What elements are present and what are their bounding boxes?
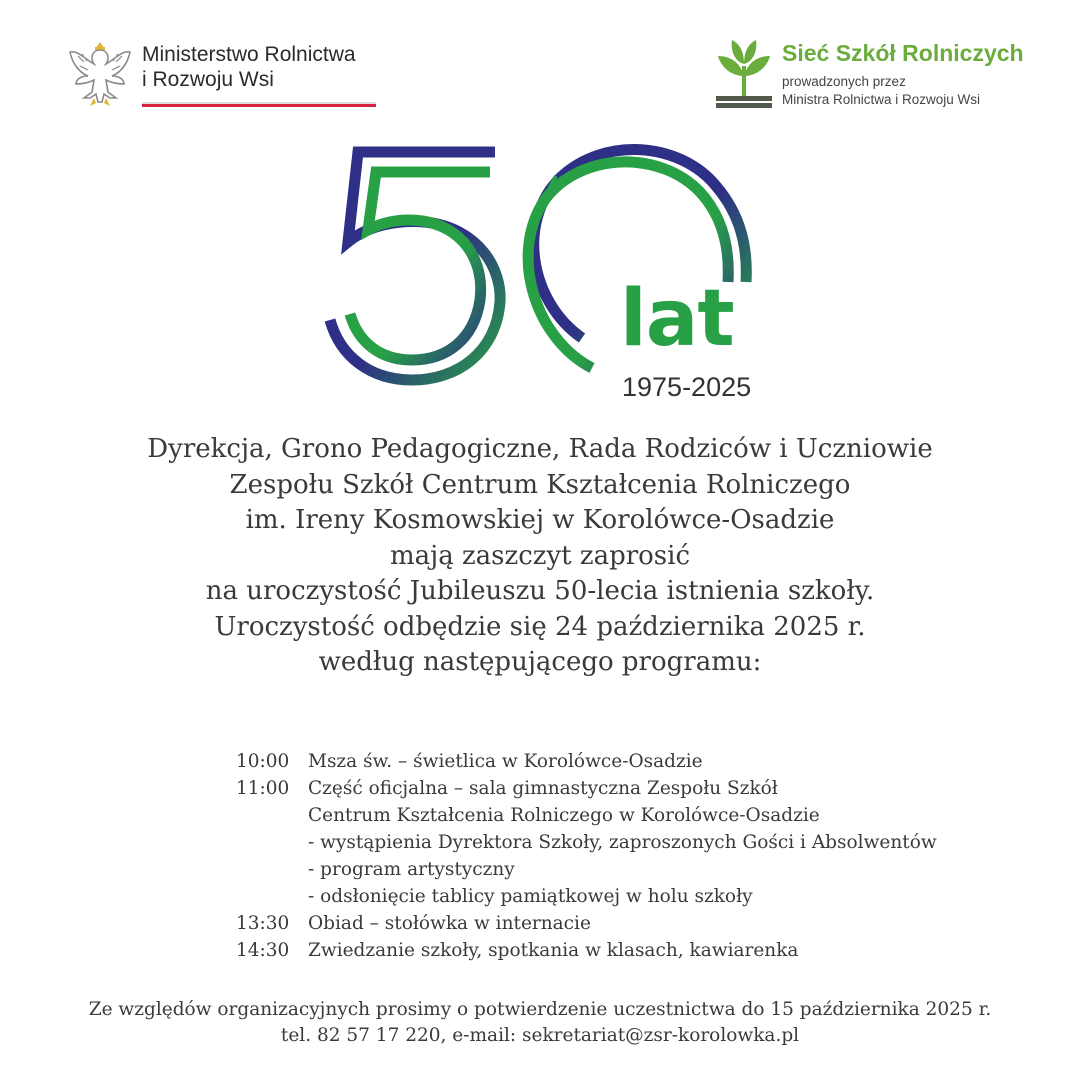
- program-time: 13:30: [236, 913, 290, 934]
- program-time: 14:30: [236, 940, 290, 961]
- digit-five-inner: [350, 172, 490, 360]
- program-description: Obiad – stołówka w internacie: [308, 913, 591, 934]
- program-row: [236, 748, 1036, 775]
- program-description: - program artystyczny: [308, 859, 515, 880]
- contact-info: tel. 82 57 17 220, e-mail: sekretariat@zsr-korolowka.pl: [280, 1025, 800, 1046]
- jubilee-label: lat: [620, 274, 734, 364]
- invitation-text: [40, 432, 1040, 681]
- invitation-line: im. Ireny Kosmowskiej w Korolówce-Osadzie: [245, 505, 835, 535]
- sprout-icon: [714, 36, 774, 110]
- program-row: [236, 910, 1036, 937]
- program-description: - wystąpienia Dyrektora Szkoły, zaproszonych Gości i Absolwentów: [308, 832, 937, 853]
- program-row: [236, 856, 1036, 883]
- network-subtitle: [782, 73, 980, 109]
- network-logo: [714, 36, 1044, 116]
- program-time: [236, 856, 308, 883]
- invitation-line: mają zaszczyt zaprosić: [389, 540, 691, 571]
- program-time: [236, 883, 308, 910]
- program-row: [236, 829, 1036, 856]
- jubilee-years: 1975-2025: [622, 372, 752, 402]
- program-description: Zwiedzanie szkoły, spotkania w klasach, kawiarenka: [308, 940, 799, 961]
- program-description: Msza św. – świetlica w Korolówce-Osadzie: [308, 751, 703, 772]
- network-subtitle-line2: Ministra Rolnictwa i Rozwoju Wsi: [782, 92, 981, 107]
- polish-flag-stripe: [142, 102, 376, 107]
- invitation-line: Zespołu Szkół Centrum Kształcenia Rolniczego: [229, 469, 851, 500]
- invitation-line: Dyrekcja, Grono Pedagogiczne, Rada Rodziców i Uczniowie: [147, 434, 933, 464]
- program-time: 10:00: [236, 751, 290, 772]
- invitation-line: na uroczystość Jubileuszu 50-lecia istnienia szkoły.: [205, 576, 875, 606]
- ministry-name: [142, 42, 356, 92]
- invitation-line: według następującego programu:: [318, 647, 762, 677]
- program-description: - odsłonięcie tablicy pamiątkowej w holu szkoły: [308, 886, 753, 907]
- white-eagle-emblem-icon: [64, 36, 136, 112]
- program-row: [236, 775, 1036, 802]
- event-program: [236, 748, 1036, 964]
- program-time: [236, 802, 308, 829]
- network-title: Sieć Szkół Rolniczych: [782, 40, 1024, 66]
- program-row: [236, 937, 1036, 964]
- program-time: [236, 829, 308, 856]
- rsvp-footer: [20, 997, 1060, 1049]
- jubilee-logo: [320, 142, 780, 412]
- ministry-name-line2: i Rozwoju Wsi: [142, 68, 274, 91]
- program-time: 11:00: [236, 778, 290, 799]
- rsvp-note: Ze względów organizacyjnych prosimy o potwierdzenie uczestnictwa do 15 października 2025 r.: [88, 999, 992, 1020]
- network-subtitle-line1: prowadzonych przez: [782, 74, 906, 89]
- invitation-line: Uroczystość odbędzie się 24 października 2025 r.: [214, 611, 866, 642]
- ministry-name-line1: Ministerstwo Rolnictwa: [142, 43, 356, 66]
- program-description: Część oficjalna – sala gimnastyczna Zespołu Szkół: [308, 778, 778, 799]
- program-description: Centrum Kształcenia Rolniczego w Korolówce-Osadzie: [308, 805, 820, 826]
- program-row: [236, 802, 1036, 829]
- ministry-logo: [64, 36, 384, 116]
- program-row: [236, 883, 1036, 910]
